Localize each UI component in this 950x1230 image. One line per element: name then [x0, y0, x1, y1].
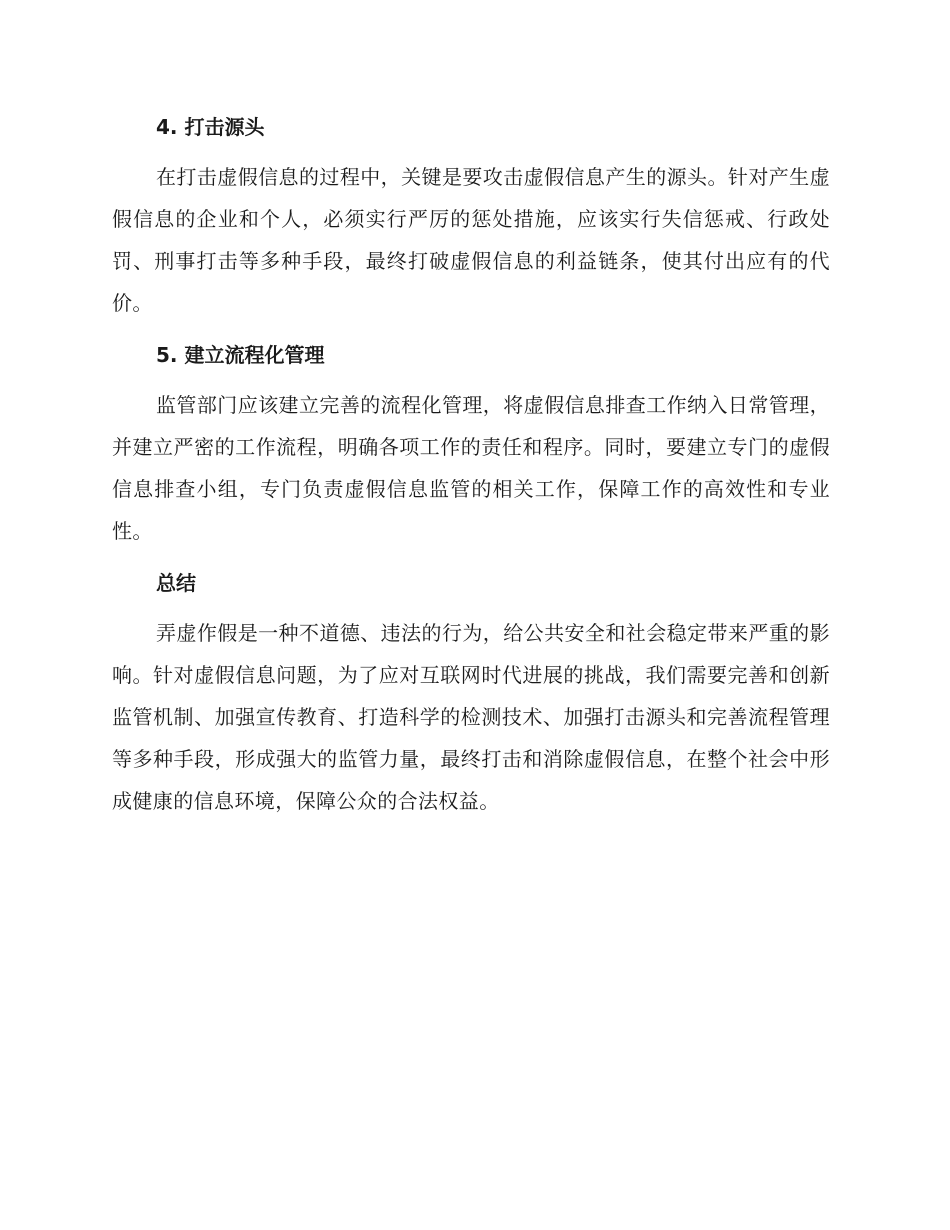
section-summary: [112, 564, 830, 822]
section-paragraph: 弄虚作假是一种不道德、违法的行为，给公共安全和社会稳定带来严重的影响。针对虚假信息问题，为了应对互联网时代进展的挑战，我们需要完善和创新监管机制、加强宣传教育、打造科学的检测技术、加强打击源头和完善流程管理等多种手段，形成强大的监管力量，最终打击和消除虚假信息，在整个社会中形成健康的信息环境，保障公众的合法权益。: [112, 621, 830, 813]
section-strike-source: [112, 108, 830, 324]
section-paragraph: 监管部门应该建立完善的流程化管理，将虚假信息排查工作纳入日常管理，并建立严密的工作流程，明确各项工作的责任和程序。同时，要建立专门的虚假信息排查小组，专门负责虚假信息监管的相关工作，保障工作的高效性和专业性。: [112, 393, 830, 543]
section-process-management: [112, 336, 830, 552]
section-heading: 总结: [156, 571, 196, 595]
section-paragraph: 在打击虚假信息的过程中，关键是要攻击虚假信息产生的源头。针对产生虚假信息的企业和个人，必须实行严厉的惩处措施，应该实行失信惩戒、行政处罚、刑事打击等多种手段，最终打破虚假信息的利益链条，使其付出应有的代价。: [112, 165, 830, 315]
section-heading: 4. 打击源头: [156, 115, 265, 139]
section-heading: 5. 建立流程化管理: [156, 343, 325, 367]
document-page: [112, 108, 830, 834]
